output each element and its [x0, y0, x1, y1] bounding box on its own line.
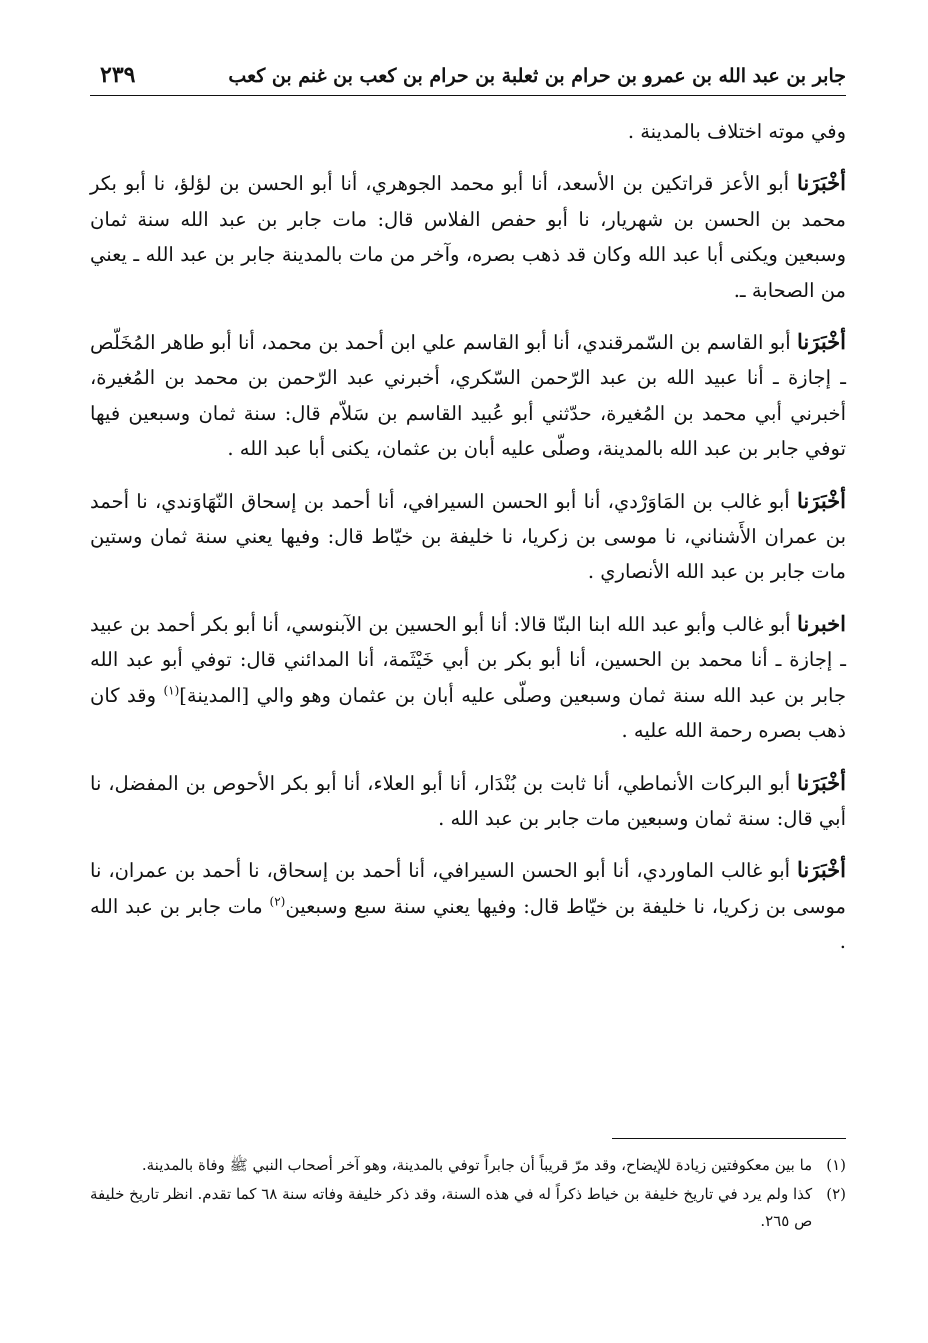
paragraph-3: [90, 324, 846, 467]
running-title: جابر بن عبد الله بن عمرو بن حرام بن ثعلبة بن حرام بن كعب بن غنم بن كعب: [228, 65, 846, 87]
paragraph-6: [90, 765, 846, 837]
paragraph-2-lead: أخْبَرَنا: [797, 170, 846, 196]
paragraph-3-text: أبو القاسم بن السّمرقندي، أنا أبو القاسم علي ابن أحمد بن محمد، أنا أبو طاهر المُخَلّص ـ إجازة ـ أنا عبيد الله بن عبد الرّحمن السّكري، أخبرني عبد الرّحمن بن محمد بن المُغيرة، أخبرني أبي محمد بن المُغيرة، حدّثني أبو عُبيد القاسم بن سَلاّم قال: سنة ثمان وسبعين فيها توفي جابر بن عبد الله بالمدينة، وصلّى عليه أبان بن عثمان، يكنى أبا عبد الله .: [90, 331, 846, 461]
running-head: [90, 60, 846, 96]
page-body: [90, 60, 846, 976]
paragraph-4: [90, 483, 846, 590]
footnote-1-number: (١): [826, 1156, 846, 1174]
paragraph-3-lead: أخْبَرَنا: [797, 329, 846, 355]
paragraph-5: [90, 606, 846, 749]
paragraph-7-tail: مات جابر بن عبد الله .: [90, 894, 846, 954]
paragraph-1-text: وفي موته اختلاف بالمدينة .: [627, 120, 846, 143]
footnote-1: [90, 1152, 846, 1179]
paragraph-4-text: أبو غالب بن المَاوَرْدي، أنا أبو الحسن السيرافي، أنا أحمد بن إسحاق النّهَاوَندي، نا أحمد بن عمران الأَشناني، نا موسى بن زكريا، نا خليفة بن خيّاط قال: وفيها يعني سنة ثمان وستين مات جابر بن عبد الله الأنصاري .: [90, 489, 846, 584]
footnote-separator: [612, 1138, 846, 1139]
footnote-ref-1[interactable]: (١): [163, 683, 180, 698]
footnote-2: [90, 1181, 846, 1235]
paragraph-7-text: أبو غالب الماوردي، أنا أبو الحسن السيرافي، أنا أحمد بن إسحاق، نا أحمد بن عمران، نا موسى بن زكريا، نا خليفة بن خيّاط قال: وفيها يعني سنة سبع وسبعين: [90, 859, 846, 918]
paragraph-5-text: أبو غالب وأبو عبد الله ابنا البنّا قالا: أنا أبو الحسين بن الآبنوسي، أنا أبو بكر أحمد بن عبيد ـ إجازة ـ أنا محمد بن الحسين، أنا أبو بكر بن أبي خَيْثَمة، أنا المدائني قال: توفي أبو عبد الله جابر بن عبد الله سنة ثمان وسبعين وصلّى عليه أبان بن عثمان وهو والي [المدينة]: [90, 612, 846, 707]
paragraph-7: [90, 852, 846, 959]
paragraph-2: [90, 165, 846, 308]
footnotes: [90, 1152, 846, 1237]
page-number: ٢٣٩: [100, 62, 136, 88]
paragraph-6-text: أبو البركات الأنماطي، أنا ثابت بن بُنْدَار، أنا أبو العلاء، أنا أبو بكر الأحوص بن المفضل، نا أبي قال: سنة ثمان وسبعين مات جابر بن عبد الله .: [90, 771, 846, 830]
paragraph-6-lead: أخْبَرَنا: [797, 769, 846, 795]
footnote-1-text: ما بين معكوفتين زيادة للإيضاح، وقد مرّ قريباً أن جابراً توفي بالمدينة، وهو آخر أصحاب النبي ﷺ وفاة بالمدينة.: [141, 1156, 813, 1174]
paragraph-5-lead: اخبرنا: [797, 610, 846, 636]
paragraph-1: [90, 114, 846, 149]
footnote-ref-2[interactable]: (٢): [269, 894, 286, 909]
main-text: [90, 114, 846, 960]
paragraph-7-lead: أخْبَرَنا: [797, 857, 846, 883]
paragraph-5-tail: وقد كان ذهب بصره رحمة الله عليه .: [90, 683, 846, 743]
paragraph-4-lead: أخْبَرَنا: [797, 487, 846, 513]
paragraph-2-text: أبو الأعز قراتكين بن الأسعد، أنا أبو محمد الجوهري، أنا أبو الحسن بن لؤلؤ، نا أبو بكر محمد بن الحسن بن شهريار، نا أبو حفص الفلاس قال: مات جابر بن عبد الله سنة ثمان وسبعين ويكنى أبا عبد الله وكان قد ذهب بصره، وآخر من مات بالمدينة جابر بن عبد الله ـ يعني من الصحابة ـ.: [90, 172, 846, 302]
footnote-2-number: (٢): [826, 1185, 846, 1203]
footnote-2-text: كذا ولم يرد في تاريخ خليفة بن خياط ذكراً له في هذه السنة، وقد ذكر خليفة وفاته سنة ٦٨ كما تقدم. انظر تاريخ خليفة ص ٢٦٥.: [90, 1185, 813, 1230]
